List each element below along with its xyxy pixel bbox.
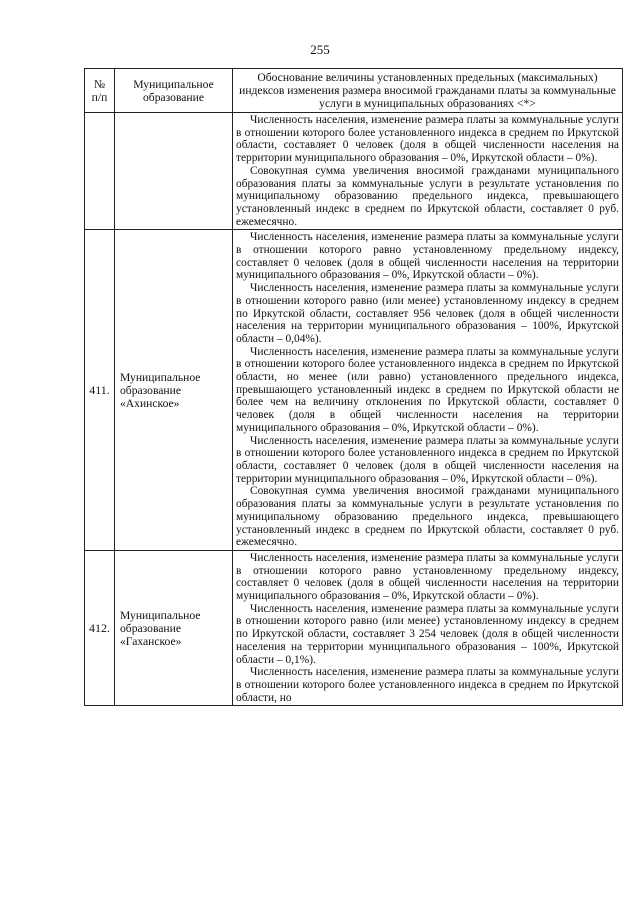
row-justification (233, 550, 623, 705)
justification-paragraph: Совокупная сумма увеличения вносимой гражданами муниципального образования платы за коммунальные услуги в результате установления по муниципальному образованию предельного индекса, превышающего установленный индекс в среднем по Иркутской области, составляет 0 руб. ежемесячно. (236, 164, 619, 228)
justification-paragraph: Численность населения, изменение размера платы за коммунальные услуги в отношении которого более установленного индекса в среднем по Иркутской области, но менее (или равно) установленного предельного индекса, превышающего установленный индекс в среднем по Иркутской области не более чем на величину отклонения по Иркутской области, составляет 0 человек (доля в общей численности населения на территории муниципального образования – 0%, Иркутской области – 0%). (236, 345, 619, 434)
row-number (85, 113, 115, 230)
document-table-container (84, 68, 622, 706)
justification-paragraph: Численность населения, изменение размера платы за коммунальные услуги в отношении которого равно (или менее) установленному индексу в среднем по Иркутской области, составляет 956 человек (доля в общей численности населения на территории муниципального образования – 100%, Иркутской области – 0,04%). (236, 282, 619, 345)
justification-paragraph: Совокупная сумма увеличения вносимой гражданами муниципального образования платы за коммунальные услуги в результате установления по муниципальному образованию предельного индекса, превышающего установленный индекс в среднем по Иркутской области, составляет 0 руб. ежемесячно. (236, 485, 619, 549)
row-number: 412. (85, 550, 115, 705)
table-header-row (85, 69, 623, 113)
row-municipality (115, 113, 233, 230)
justification-paragraph: Численность населения, изменение размера платы за коммунальные услуги в отношении которого более установленного индекса в среднем по Иркутской области, но (236, 666, 619, 704)
row-municipality: Муниципальное образование «Ахинское» (115, 230, 233, 551)
justification-table (84, 68, 623, 706)
justification-paragraph: Численность населения, изменение размера платы за коммунальные услуги в отношении которого более установленного индекса в среднем по Иркутской области, составляет 0 человек (доля в общей численности населения на территории муниципального образования – 0%, Иркутской области – 0%). (236, 434, 619, 485)
justification-paragraph: Численность населения, изменение размера платы за коммунальные услуги в отношении которого более установленного индекса в среднем по Иркутской области, составляет 0 человек (доля в общей численности населения на территории муниципального образования – 0%, Иркутской области – 0%). (236, 114, 619, 165)
row-municipality: Муниципальное образование «Гаханское» (115, 550, 233, 705)
justification-paragraph: Численность населения, изменение размера платы за коммунальные услуги в отношении которого равно установленному предельному индексу, составляет 0 человек (доля в общей численности населения на территории муниципального образования – 0%, Иркутской области – 0%). (236, 231, 619, 282)
header-municipality: Муниципальное образование (115, 69, 233, 113)
page-number: 255 (310, 42, 330, 57)
table-row (85, 113, 623, 230)
table-row (85, 550, 623, 705)
justification-paragraph: Численность населения, изменение размера платы за коммунальные услуги в отношении которого равно установленному предельному индексу, составляет 0 человек (доля в общей численности населения на территории муниципального образования – 0%, Иркутской области – 0%). (236, 551, 619, 603)
row-number: 411. (85, 230, 115, 551)
row-justification (233, 113, 623, 230)
header-number: № п/п (85, 69, 115, 113)
table-row (85, 230, 623, 551)
header-justification: Обоснование величины установленных предельных (максимальных) индексов изменения размера вносимой гражданами платы за коммунальные услуги в муниципальных образованиях <*> (233, 69, 623, 113)
row-justification (233, 230, 623, 551)
justification-paragraph: Численность населения, изменение размера платы за коммунальные услуги в отношении которого равно (или менее) установленному индексу в среднем по Иркутской области, составляет 3 254 человек (доля в общей численности населения на территории муниципального образования – 100%, Иркутской области – 0,1%). (236, 602, 619, 666)
